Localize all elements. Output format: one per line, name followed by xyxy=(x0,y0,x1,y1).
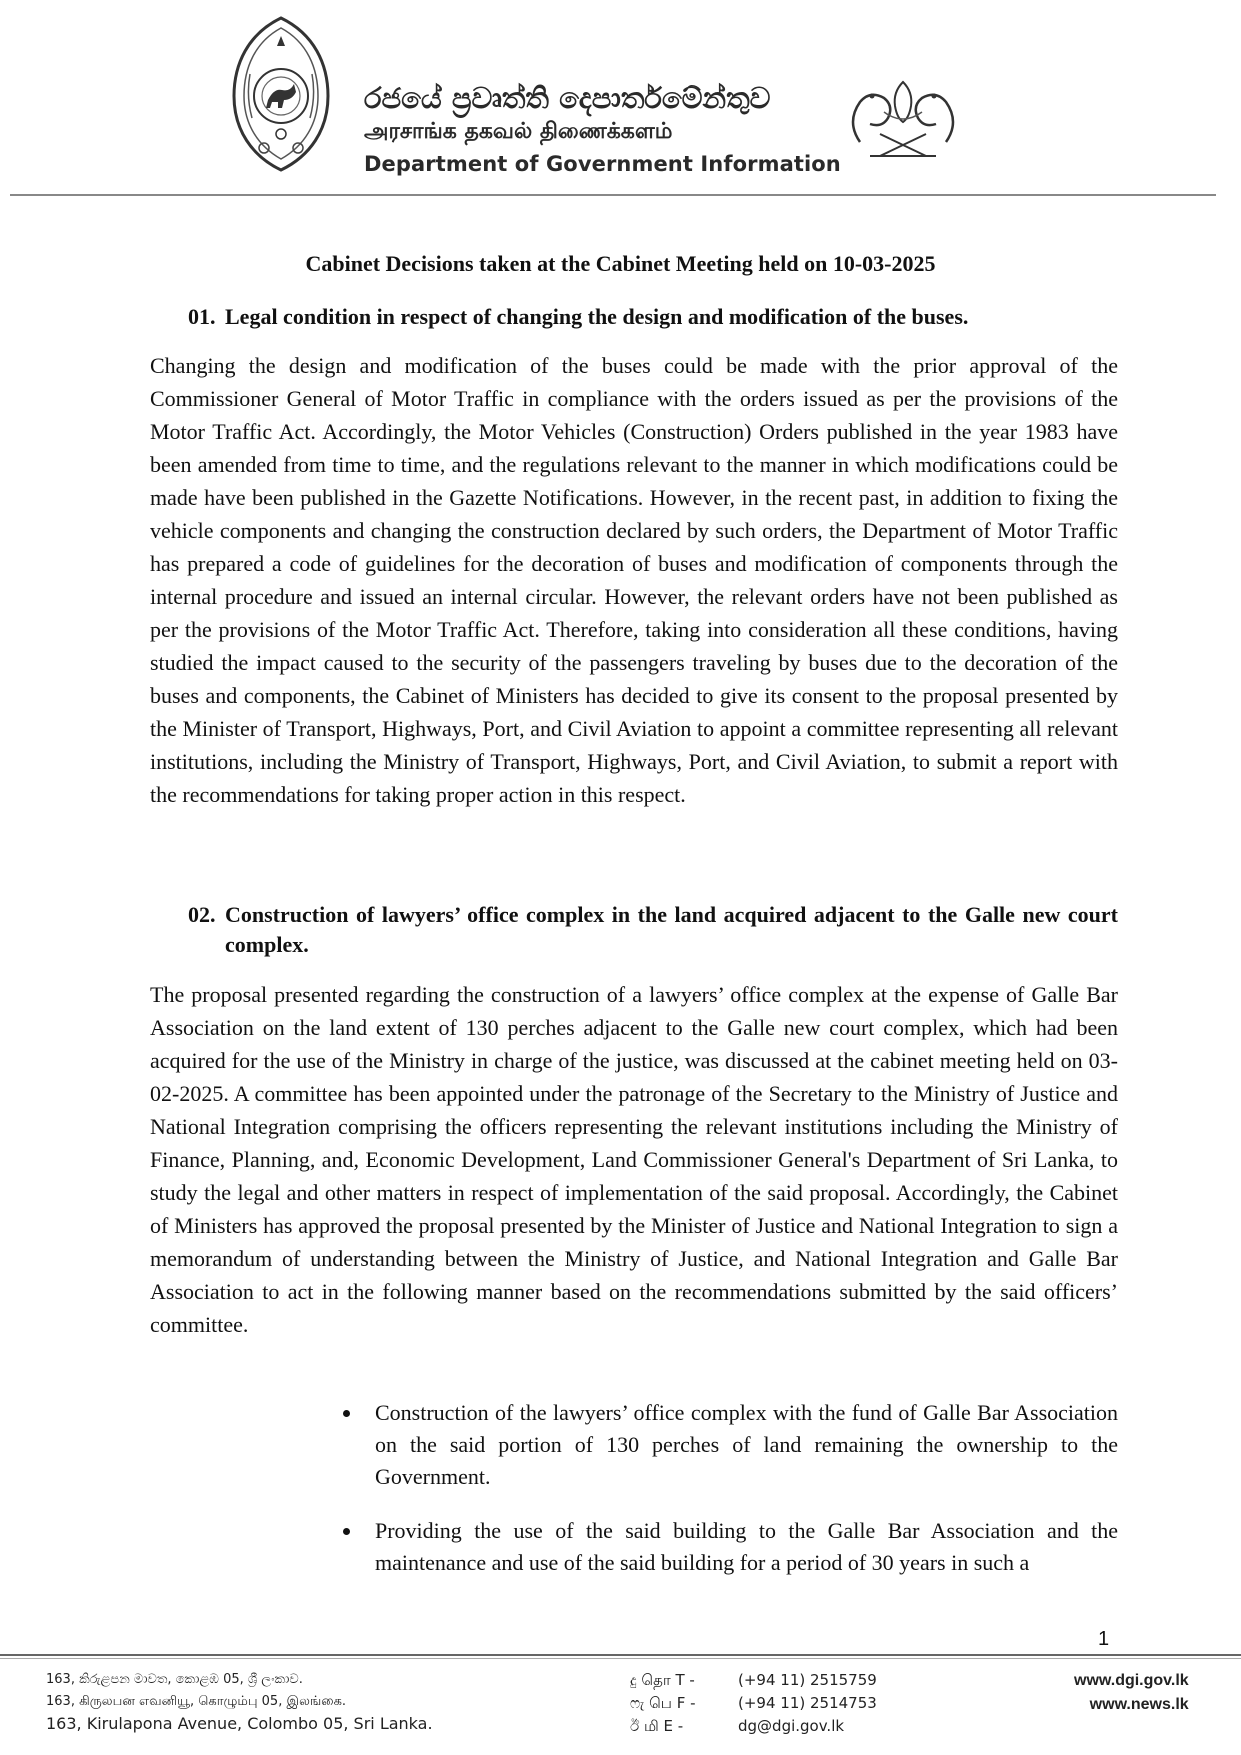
bullet-icon xyxy=(343,1528,350,1535)
fax-value: (+94 11) 2514753 xyxy=(738,1694,877,1712)
bullet-icon xyxy=(343,1410,350,1417)
org-name-tamil: அரசாங்க தகவல் திணைக்களம் xyxy=(364,119,673,144)
org-name-english: Department of Government Information xyxy=(364,152,841,176)
footer-contact xyxy=(630,1669,877,1738)
phone-label: දු தொ T - xyxy=(630,1671,695,1689)
phone-row xyxy=(630,1669,877,1692)
fax-row xyxy=(630,1692,877,1715)
list-item xyxy=(335,1397,1118,1493)
section-heading-text: Construction of lawyers’ office complex in the land acquired adjacent to the Galle new court complex. xyxy=(225,902,1118,957)
org-name-sinhala: රජයේ ප්‍රවෘත්ති දෙපාර්තමේන්තුව xyxy=(364,81,771,115)
section-heading xyxy=(188,900,1118,960)
phone-value: (+94 11) 2515759 xyxy=(738,1671,877,1689)
email-row xyxy=(630,1715,877,1738)
section-heading-text: Legal condition in respect of changing the design and modification of the buses. xyxy=(225,304,969,329)
document-title: Cabinet Decisions taken at the Cabinet Meeting held on 10-03-2025 xyxy=(305,251,936,276)
website-link[interactable]: www.news.lk xyxy=(1089,1696,1189,1713)
section-number: 01. xyxy=(188,304,216,329)
letterhead xyxy=(0,0,1241,200)
list-item xyxy=(335,1515,1118,1579)
footer-address xyxy=(46,1669,566,1735)
header-divider xyxy=(10,194,1216,196)
address-sinhala: 163, කිරුළපන මාවත, කොළඹ 05, ශ්‍රී ලංකාව. xyxy=(46,1672,303,1687)
list-item-text: Construction of the lawyers’ office complex with the fund of Galle Bar Association on the said portion of 130 perches of land remaining the ownership to the Government. xyxy=(375,1400,1118,1489)
page-number: 1 xyxy=(1098,1628,1110,1650)
address-tamil: 163, கிருலபன எவனியூ, கொழும்பு 05, இலங்கை. xyxy=(46,1694,347,1709)
swan-ornament-icon xyxy=(840,72,966,166)
section-number: 02. xyxy=(188,902,216,927)
footer-divider xyxy=(0,1654,1241,1656)
section-heading xyxy=(188,302,1118,332)
email-label: ඊ மி E - xyxy=(630,1717,684,1735)
sri-lanka-emblem-icon xyxy=(228,14,334,176)
website-link[interactable]: www.dgi.gov.lk xyxy=(1074,1672,1189,1689)
section-body: The proposal presented regarding the construction of a lawyers’ office complex at the expense of Galle Bar Association on the land extent of 130 perches adjacent to the Galle new court complex, which had been acquired for the use of the Ministry in charge of the justice, was discussed at the cabinet meeting held on 03-02-2025. A committee has been appointed under the patronage of the Secretary to the Ministry of Justice and National Integration comprising the officers representing the relevant institutions including the Ministry of Finance, Planning, and, Economic Development, Land Commissioner General's Department of Sri Lanka, to study the legal and other matters in respect of implementation of the said proposal. Accordingly, the Cabinet of Ministers has approved the proposal presented by the Minister of Justice and National Integration to sign a memorandum of understanding between the Ministry of Justice, and National Integration and Galle Bar Association to act in the following manner based on the recommendations submitted by the said officers’ committee. xyxy=(150,982,1118,1337)
address-english: 163, Kirulapona Avenue, Colombo 05, Sri Lanka. xyxy=(46,1714,433,1733)
footer-websites xyxy=(1074,1669,1189,1717)
email-value: dg@dgi.gov.lk xyxy=(738,1717,845,1735)
section-body: Changing the design and modification of the buses could be made with the prior approval of the Commissioner General of Motor Traffic in compliance with the orders issued as per the provisions of the Motor Traffic Act. Accordingly, the Motor Vehicles (Construction) Orders published in the year 1983 have been amended from time to time, and the regulations relevant to the manner in which modifications could be made have been published in the Gazette Notifications. However, in the recent past, in addition to fixing the vehicle components and changing the construction declared by such orders, the Department of Motor Traffic has prepared a code of guidelines for the decoration of buses and modification of components through the internal procedure and issued an internal circular. However, the relevant orders have not been published as per the provisions of the Motor Traffic Act. Therefore, taking into consideration all these conditions, having studied the impact caused to the security of the passengers traveling by buses due to the decoration of the buses and components, the Cabinet of Ministers has decided to give its consent to the proposal presented by the Minister of Transport, Highways, Port, and Civil Aviation to appoint a committee representing all relevant institutions, including the Ministry of Transport, Highways, Port, and Civil Aviation, to submit a report with the recommendations for taking proper action in this respect. xyxy=(150,353,1118,807)
organization-names xyxy=(364,80,841,180)
bullet-list xyxy=(335,1397,1118,1601)
fax-label: ෆැ பெ F - xyxy=(630,1694,696,1712)
list-item-text: Providing the use of the said building to the Galle Bar Association and the maintenance and use of the said building for a period of 30 years in such a xyxy=(375,1518,1118,1575)
footer-divider-thin xyxy=(0,1658,1241,1659)
